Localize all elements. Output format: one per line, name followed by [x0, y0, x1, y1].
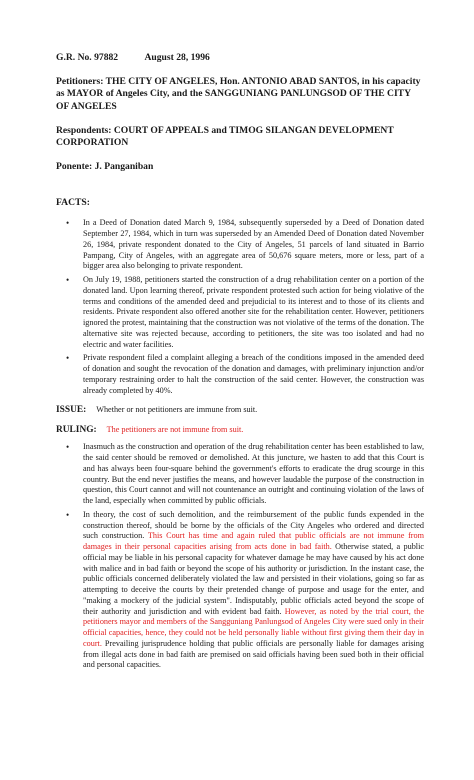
- fact-text: In a Deed of Donation dated March 9, 1984, subsequently superseded by a Deed of Donation dated September 27, 1984, which in turn was superseded by an Amended Deed of Donation dated November 26, 1984, private respondent donated to the City of Angeles, 51 parcels of land situated in Barrio Pampang, City of Angeles, with an aggregate area of 50,676 square meters, more or less, part of a bigger area also belonging to private respondent.: [83, 218, 424, 271]
- ruling-paragraph-part: Prevailing jurisprudence holding that public officials are personally liable for damages arising from illegal acts done in bad faith are premised on said officials having been sued both in their official and personal capacities.: [83, 638, 424, 670]
- facts-list: [56, 218, 424, 396]
- ruling-paragraph-part: In theory, the cost of such demolition, and the reimbursement of the public funds expended in the construction thereof, should be borne by the officials of the City Angeles who ordered and directed such construction.: [83, 509, 424, 541]
- highlighted-text: This Court has time and again ruled that public officials are not immune from damages in their personal capacities arising from acts done in bad faith.: [83, 531, 424, 552]
- list-item: [56, 510, 424, 671]
- fact-text: Private respondent filed a complaint alleging a breach of the conditions imposed in the amended deed of donation and sought the revocation of the donation and damages, with preliminary injunction and/or temporary restraining order to halt the construction of the said center. However, the construction was already completed by 40%.: [83, 353, 424, 395]
- bullet-icon: •: [66, 353, 70, 364]
- ruling-label: RULING:: [56, 425, 97, 436]
- document-page: [56, 52, 424, 674]
- ruling-text: The petitioners are not immune from suit.: [106, 425, 244, 435]
- decision-date: August 28, 1996: [144, 52, 210, 63]
- ruling-line: [56, 424, 424, 436]
- case-header: [56, 52, 424, 64]
- bullet-icon: •: [66, 509, 70, 520]
- ponente: Ponente: J. Panganiban: [56, 161, 154, 173]
- ruling-list: [56, 442, 424, 671]
- facts-heading: FACTS:: [56, 197, 90, 209]
- ruling-paragraph-part: Otherwise stated, a public official may be liable in his personal capacity for whatever damage he may have caused by his act done with malice and in bad faith or beyond the scope of his authority or jurisdiction. In the instant case, the public officials concerned deliberately violated the law and persisted in their violations, going so far as attempting to deceive the courts by their pretended change of purpose and usage for the enter, and "making a mockery of the judicial system". Indisputably, public officials acted beyond the scope of their authority and jurisdiction and with evident bad faith.: [83, 542, 424, 616]
- bullet-icon: •: [66, 275, 70, 286]
- bullet-icon: •: [66, 218, 70, 229]
- issue-label: ISSUE:: [56, 405, 87, 416]
- list-item: [56, 218, 424, 272]
- issue-line: [56, 404, 424, 416]
- gr-number: G.R. No. 97882: [56, 52, 119, 63]
- list-item: [56, 353, 424, 396]
- fact-text: On July 19, 1988, petitioners started the construction of a drug rehabilitation center on a portion of the donated land. Upon learning thereof, private respondent protested such action for being violative of the terms and conditions of the amended deed and prejudicial to its interest and to those of its clients and residents. Private respondent also offered another site for the rehabilitation center. However, petitioners ignored the protest, maintaining that the construction was not violative of the terms of the donation. The alternative site was rejected because, according to petitioners, the site was too isolated and had no electric and water facilities.: [83, 275, 424, 349]
- respondents: Respondents: COURT OF APPEALS and TIMOG SILANGAN DEVELOPMENT CORPORATION: [56, 124, 394, 149]
- bullet-icon: •: [66, 442, 70, 453]
- ruling-paragraph: Inasmuch as the construction and operation of the drug rehabilitation center has been established to law, the said center should be removed or demolished. At this juncture, we hasten to add that this Court is and has always been four-square behind the government's efforts to eradicate the drug scourge in this country. But the end never justifies the means, and however laudable the purpose of the construction in question, this Court cannot and will not countenance an outright and continuing violation of the laws of the land, especially when committed by public officials.: [83, 442, 424, 506]
- highlighted-text: However, as noted by the trial court, the petitioners mayor and members of the Sangguniang Panlungsod of Angeles City were sued only in their official capacities, hence, they could not be held personally liable without first giving them their day in court.: [83, 606, 425, 648]
- list-item: [56, 442, 424, 507]
- petitioners: Petitioners: THE CITY OF ANGELES, Hon. ANTONIO ABAD SANTOS, in his capacity as MAYOR of Angeles City, and the SANGGUNIANG PANLUNGSOD OF THE CITY OF ANGELES: [56, 76, 421, 112]
- list-item: [56, 275, 424, 350]
- issue-text: Whether or not petitioners are immune from suit.: [96, 405, 258, 415]
